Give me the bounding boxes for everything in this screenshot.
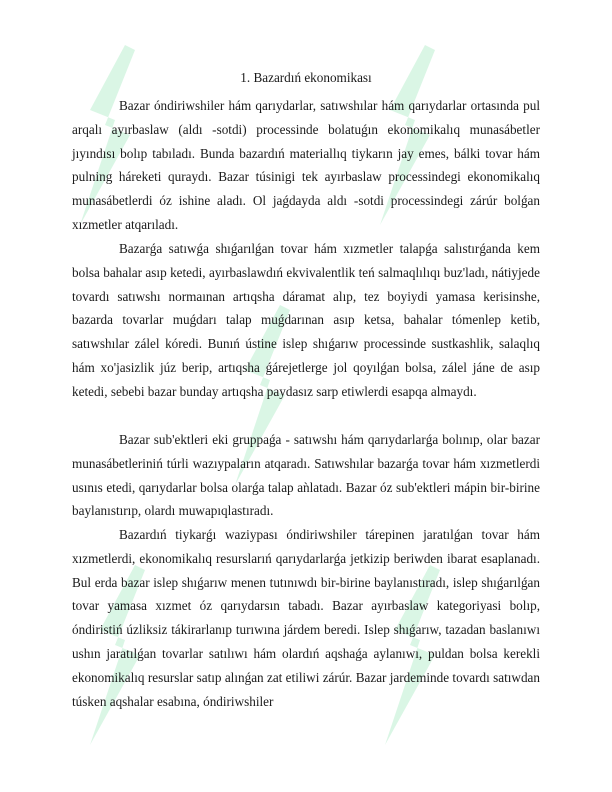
paragraph: Bazardıń tiykarǵı waziypası óndiriwshiler tárepinen jaratılǵan tovar hám xızmetlerdi, ekonomikalıq resurslarıń qarıydarlarǵa jetkizip beriwden ibarat esaplanadı. Bul erda bazar islep shıǵarıw menen tutınıwdı bir-birine baylanıstıradı, islep shıǵarılǵan tovar yamasa xızmet óz qarıydarsın tabadı. Bazar ayırbaslaw kategoriyasi bolıp, óndiristiń úzliksiz tákirarlanıp turıwına járdem beredi. Islep shıǵarıw, tazadan baslanıwı ushın jaratılǵan tovarlar satılıwı hám olardıń aqshaǵa aylanıwı, puldan bolsa kerekli ekonomikalıq resurslar satıp alınǵan zat etiliwi zárúr. Bazar jardeminde tovardı satıwdan túsken aqshalar esabına, óndiriwshiler (72, 527, 540, 709)
section-heading: 1. Bazardıń ekonomikası (240, 70, 372, 85)
paragraph: Bazar óndiriwshiler hám qarıydarlar, satıwshılar hám qarıydarlar ortasında pul arqalı ayırbaslaw (aldı -sotdi) processinde bolatuǵın ekonomikalıq munasábetler jıyındısı bolıp tabıladı. Bunda bazardıń materiallıq tiykarın jay emes, bálki tovar hám pulning háreketi quraydı. Bazar túsinigi tek ayırbaslaw processindegi ekonomikalıq munasábetlerdi óz ishine aladı. Ol jaǵdayda aldı -sotdi processindegi zárúr bolǵan xızmetler atqarıladı. (72, 98, 540, 232)
paragraph: Bazarǵa satıwǵa shıǵarılǵan tovar hám xızmetler talapǵa salıstırǵanda kem bolsa bahalar asıp ketedi, ayırbaslawdıń ekvivalentlik teń salmaqlılıqı buz'ladı, nátiyjede tovardı satıwshı normaınan artıqsha dáramat alıp, tez boyiydi yamasa kerisinshe, bazarda tovarlar muǵdarı talap muǵdarınan asıp ketsa, bahalar tómenlep ketib, satıwshılar zálel kóredi. Bunıń ústine islep shıǵarıw processinde sustkashlik, salaqlıq hám xo'jasizlik júz berip, artıqsha ǵárejetlerge jol qoyılǵan bolsa, zálel jáne de asıp ketedi, sebebi bazar bunday artıqsha paydasız sarp etiwlerdi esapqa almaydı. (72, 241, 540, 399)
paragraph: Bazar sub'ektleri eki gruppaǵa - satıwshı hám qarıydarlarǵa bolınıp, olar bazar munasábetleriniń túrli wazıypaların atqaradı. Satıwshılar bazarǵa tovar hám xızmetlerdi usınıs etedi, qarıydarlar bolsa olarǵa talap aǹlatadı. Bazar óz sub'ektleri mápin bir-birine baylanıstırıp, olardı muwapıqlastıradı. (72, 432, 540, 519)
